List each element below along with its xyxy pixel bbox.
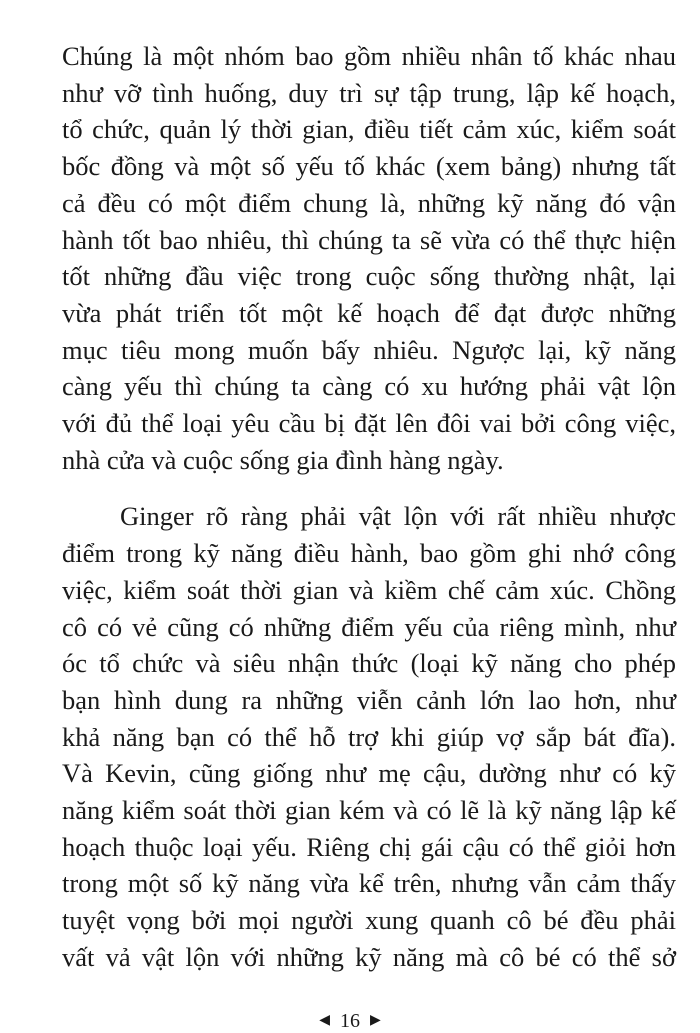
text-line: hành tốt bao nhiêu, thì chúng ta sẽ vừa có thể thực hiện [62, 224, 676, 255]
page-footer [0, 1009, 700, 1033]
text-line: như vỡ tình huống, duy trì sự tập trung, lập kế hoạch, [62, 77, 676, 108]
text-line: trong một số kỹ năng vừa kể trên, nhưng vẫn cảm thấy [62, 868, 676, 899]
text-line: hoạch thuộc loại yếu. Riêng chị gái cậu có thể giỏi hơn [62, 831, 676, 862]
text-line: tốt những đầu việc trong cuộc sống thường nhật, lại [62, 261, 676, 292]
text-line: điểm trong kỹ năng điều hành, bao gồm ghi nhớ công [62, 538, 676, 569]
text-line: cô có vẻ cũng có những điểm yếu của riêng mình, như [62, 611, 676, 642]
paragraph-1 [62, 38, 676, 478]
text-line: bốc đồng và một số yếu tố khác (xem bảng) nhưng tất [62, 151, 676, 182]
text-line: vừa phát triển tốt một kế hoạch để đạt được những [62, 297, 676, 328]
text-line: tuyệt vọng bởi mọi người xung quanh cô bé đều phải [62, 905, 676, 936]
text-line: Chúng là một nhóm bao gồm nhiều nhân tố khác nhau [62, 41, 676, 71]
text-line: Và Kevin, cũng giống như mẹ cậu, dường như có kỹ [62, 758, 676, 789]
text-line: việc, kiểm soát thời gian và kiềm chế cảm xúc. Chồng [62, 574, 676, 605]
text-line: năng kiểm soát thời gian kém và có lẽ là kỹ năng lập kế [62, 795, 676, 826]
text-line: bạn hình dung ra những viễn cảnh lớn lao hơn, như [62, 684, 676, 715]
text-line: vất vả vật lộn với những kỹ năng mà cô bé có thể sở [62, 941, 676, 972]
page-number: 16 [340, 1010, 360, 1032]
next-arrow-icon: ▶ [370, 1013, 381, 1028]
text-line: càng yếu thì chúng ta càng có xu hướng phải vật lộn [62, 371, 676, 402]
text-line: với đủ thể loại yêu cầu bị đặt lên đôi vai bởi công việc, [62, 408, 676, 439]
text-line: cả đều có một điểm chung là, những kỹ năng đó vận [62, 187, 676, 218]
text-line: khả năng bạn có thể hỗ trợ khi giúp vợ sắp bát đĩa). [62, 721, 676, 752]
prev-arrow-icon: ◀ [319, 1013, 330, 1028]
paragraph-2 [62, 498, 676, 975]
text-line: óc tổ chức và siêu nhận thức (loại kỹ năng cho phép [62, 648, 676, 679]
page-body [62, 38, 676, 976]
text-line: mục tiêu mong muốn bấy nhiêu. Ngược lại, kỹ năng [62, 334, 676, 365]
text-line: nhà cửa và cuộc sống gia đình hàng ngày. [62, 444, 504, 475]
text-line: Ginger rõ ràng phải vật lộn với rất nhiều nhược [120, 501, 676, 532]
text-line: tổ chức, quản lý thời gian, điều tiết cảm xúc, kiểm soát [62, 114, 676, 145]
